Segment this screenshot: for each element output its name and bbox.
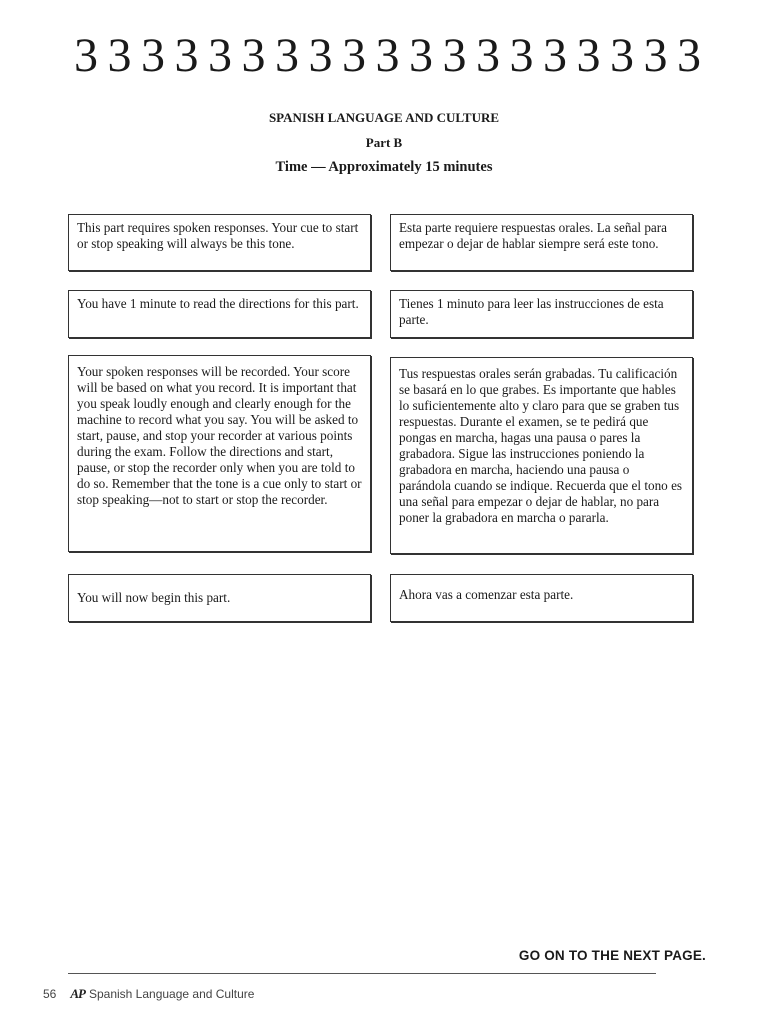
go-on-next-page-label: GO ON TO THE NEXT PAGE. bbox=[518, 948, 706, 963]
section-digit: 3 bbox=[208, 29, 232, 82]
page-footer bbox=[43, 986, 254, 1002]
section-digit: 3 bbox=[476, 29, 500, 82]
section-digit: 3 bbox=[409, 29, 433, 82]
instruction-english-4: You will now begin this part. bbox=[68, 574, 371, 622]
section-digit: 3 bbox=[442, 29, 467, 82]
section-digit: 3 bbox=[677, 29, 701, 82]
instruction-spanish-2: Tienes 1 minuto para leer las instrucciones de esta parte. bbox=[390, 290, 693, 338]
instruction-spanish-1: Esta parte requiere respuestas orales. La señal para empezar o dejar de hablar siempre será este tono. bbox=[390, 214, 693, 271]
section-digit: 3 bbox=[375, 29, 400, 82]
footer-divider bbox=[68, 973, 656, 974]
instruction-english-2: You have 1 minute to read the directions for this part. bbox=[68, 290, 371, 338]
section-digit: 3 bbox=[543, 29, 567, 82]
instruction-spanish-3: Tus respuestas orales serán grabadas. Tu calificación se basará en lo que grabes. Es importante que hables lo suficientemente alto y claro para que se graben tus respuestas. Durante el examen, se te pedirá que pongas en marcha, hagas una pausa o pares la grabadora. Sigue las instrucciones poniendo la grabadora en marcha, haciendo una pausa o parándola cuando se indique. Recuerda que el tono es una señal para empezar o dejar de hablar, no para poner la grabadora en marcha o pararla. bbox=[390, 357, 693, 554]
exam-title: SPANISH LANGUAGE AND CULTURE bbox=[268, 110, 500, 125]
course-name: Spanish Language and Culture bbox=[88, 987, 255, 1001]
section-digit: 3 bbox=[342, 29, 366, 82]
section-number-banner bbox=[74, 30, 714, 82]
time-allotment: Time — Approximately 15 minutes bbox=[275, 159, 493, 175]
part-label: Part B bbox=[365, 135, 403, 150]
section-digit: 3 bbox=[308, 29, 333, 82]
instruction-spanish-4: Ahora vas a comenzar esta parte. bbox=[390, 574, 693, 622]
section-digit: 3 bbox=[241, 29, 266, 82]
section-digit: 3 bbox=[643, 29, 668, 82]
instruction-english-1: This part requires spoken responses. Your cue to start or stop speaking will always be this tone. bbox=[68, 214, 371, 271]
section-digit: 3 bbox=[107, 29, 132, 82]
section-digit: 3 bbox=[576, 29, 601, 82]
section-digit: 3 bbox=[174, 29, 199, 82]
page-number: 56 bbox=[43, 987, 57, 1001]
section-digit: 3 bbox=[141, 29, 165, 82]
ap-logo-icon: AP bbox=[70, 986, 85, 1001]
section-digit: 3 bbox=[509, 29, 534, 82]
section-digit: 3 bbox=[74, 29, 98, 82]
instruction-english-3: Your spoken responses will be recorded. Your score will be based on what you record. It is important that you speak loudly enough and clearly enough for the machine to record what you say. You will be asked to start, pause, and stop your recorder at various points during the exam. Follow the directions and start, pause, or stop the recorder only when you are told to do so. Remember that the tone is a cue only to start or stop speaking—not to start or stop the recorder. bbox=[68, 355, 371, 552]
section-digit: 3 bbox=[610, 29, 634, 82]
section-digit: 3 bbox=[275, 29, 299, 82]
